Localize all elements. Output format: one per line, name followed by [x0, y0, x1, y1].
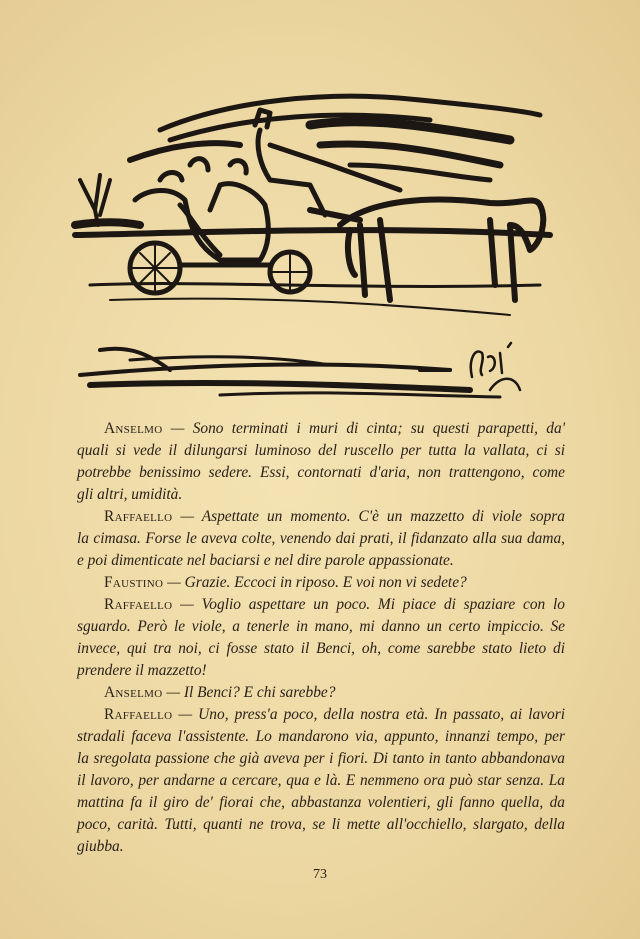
text-line: [77, 792, 565, 814]
carriage: [130, 159, 310, 293]
line-text: invece, qui tra noi, ci fosse stato il Benci, oh, come sarebbe stato lieto di: [77, 640, 565, 657]
text-line: [77, 770, 565, 792]
text-line: [77, 814, 565, 836]
artist-signature: [471, 343, 520, 390]
text-line: [77, 484, 565, 506]
text-line: [77, 638, 565, 660]
page-number: 73: [313, 867, 327, 882]
dialogue-paragraph: [77, 594, 565, 682]
dialogue-paragraph: [77, 682, 565, 704]
line-text: la cimasa. Forse le aveva colte, venendo dai prati, il fidanzato alla sua dama,: [77, 530, 565, 547]
ground-line: [75, 230, 550, 235]
dialogue-paragraph: [77, 704, 565, 858]
line-text: — Uno, press'a poco, della nostra età. In passato, ai lavori: [178, 706, 565, 723]
line-text: — Voglio aspettare un poco. Mi piace di spaziare con lo: [180, 596, 565, 613]
text-line: [77, 572, 565, 594]
line-text: — Grazie. Eccoci in riposo. E voi non vi sedete?: [167, 574, 467, 591]
line-text: la sregolata passione che già aveva per i fiori. Di tanto in tanto abbandonava: [77, 750, 565, 767]
line-text: — Aspettate un momento. C'è un mazzetto di viole sopra: [180, 508, 565, 525]
dialogue-paragraph: [77, 506, 565, 572]
line-text: il lavoro, per andarne a cercare, qua e là. E nemmeno ora può star senza. La: [77, 772, 565, 789]
dialogue-text: [77, 418, 565, 858]
speaker-name: Faustino: [104, 574, 164, 591]
text-line: [77, 704, 565, 726]
line-text: giubba.: [77, 838, 124, 855]
line-text: sguardo. Però le viole, a tenerle in mano, mi danno un certo impiccio. Se: [77, 618, 565, 635]
line-text: gli altri, umidità.: [77, 486, 183, 503]
line-text: stradali faceva l'assistente. Lo mandarono via, appunto, innanzi tempo, per: [77, 728, 565, 745]
speaker-name: Anselmo: [104, 420, 163, 437]
line-text: quali si vede il dilungarsi luminoso del ruscello per tutta la vallata, ci si: [77, 442, 565, 459]
speaker-name: Anselmo: [104, 684, 163, 701]
dialogue-paragraph: [77, 418, 565, 506]
line-text: — Sono terminati i muri di cinta; su questi parapetti, da': [170, 420, 565, 437]
text-line: [77, 682, 565, 704]
text-line: [77, 748, 565, 770]
text-line: [77, 418, 565, 440]
speaker-name: Raffaello: [104, 706, 173, 723]
line-text: potrebbe benissimo sedere. Essi, contornati d'aria, non trattengono, come: [77, 464, 565, 481]
line-text: — Il Benci? E chi sarebbe?: [166, 684, 336, 701]
trees: [75, 175, 140, 225]
carriage-illustration: [70, 85, 560, 415]
text-line: [77, 616, 565, 638]
line-text: poco, carità. Tutti, quanti ne trova, se li mette all'occhiello, slargato, della: [77, 816, 565, 833]
dialogue-paragraph: [77, 572, 565, 594]
text-line: [77, 550, 565, 572]
line-text: e poi dimenticate nel baciarsi e nel dire parole appassionate.: [77, 552, 454, 569]
text-line: [77, 440, 565, 462]
text-line: [77, 506, 565, 528]
foreground-strokes: [80, 349, 500, 397]
line-text: prendere il mazzetto!: [77, 662, 207, 679]
text-line: [77, 726, 565, 748]
line-text: mattina fa il giro de' fiorai che, abbastanza volentieri, gli fanno quella, da: [77, 794, 565, 811]
text-line: [77, 594, 565, 616]
text-line: [77, 660, 565, 682]
speaker-name: Raffaello: [104, 508, 173, 525]
speaker-name: Raffaello: [104, 596, 173, 613]
text-line: [77, 836, 565, 858]
text-line: [77, 462, 565, 484]
text-line: [77, 528, 565, 550]
